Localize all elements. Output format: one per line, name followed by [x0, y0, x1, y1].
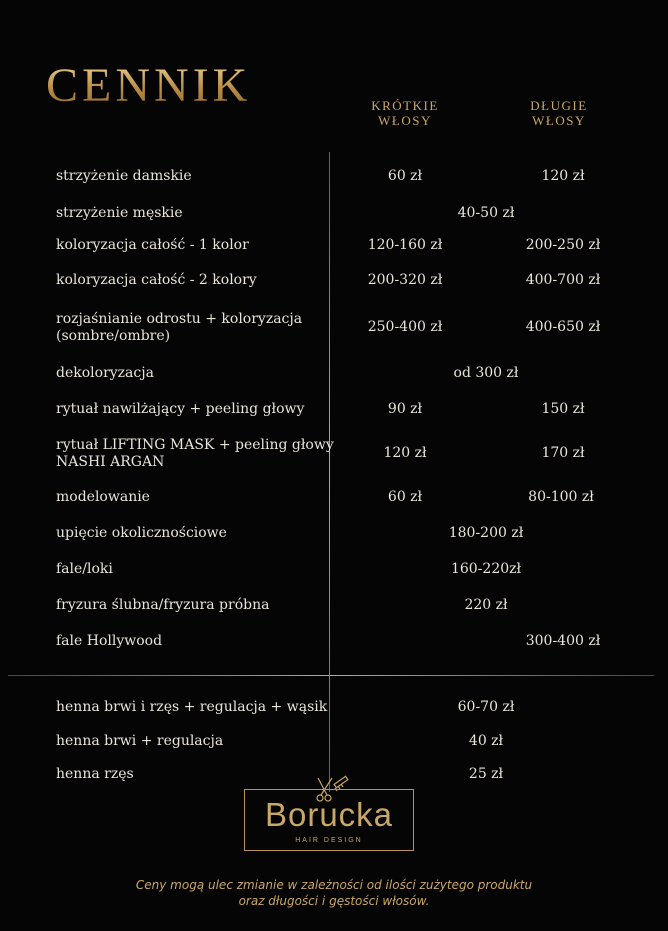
service-name-line: strzyżenie męskie: [56, 205, 183, 221]
price-long-hair: 80-100 zł: [528, 489, 594, 505]
service-name-line: fryzura ślubna/fryzura próbna: [56, 597, 270, 613]
price-note-line: Ceny mogą ulec zmianie w zależności od ilości zużytego produktu: [135, 878, 533, 892]
price-long-hair: 170 zł: [541, 445, 585, 461]
service-name-line: rytuał LIFTING MASK + peeling głowy: [56, 437, 334, 453]
service-name-line: koloryzacja całość - 1 kolor: [56, 237, 249, 253]
service-name-line: NASHI ARGAN: [56, 454, 165, 470]
price-all-lengths: 220 zł: [464, 597, 508, 613]
column-header-line: DŁUGIE: [530, 98, 588, 113]
service-name: [56, 237, 249, 254]
service-name-line: rytuał nawilżający + peeling głowy: [56, 401, 305, 417]
extra-service-name: henna rzęs: [56, 766, 134, 782]
logo-subtitle: HAIR DESIGN: [275, 837, 383, 844]
extra-service-price: 25 zł: [468, 766, 504, 782]
service-name-line: dekoloryzacja: [56, 365, 154, 381]
price-long-hair: 400-700 zł: [525, 272, 601, 288]
horizontal-divider: [8, 675, 654, 676]
service-name-line: fale/loki: [56, 561, 113, 577]
price-short-hair: 90 zł: [387, 401, 423, 417]
service-name: [56, 597, 269, 614]
page-title: CENNIK: [46, 59, 252, 112]
price-all-lengths: 40-50 zł: [457, 205, 515, 221]
extra-service-name: henna brwi i rzęs + regulacja + wąsik: [56, 699, 328, 715]
column-header-line: WŁOSY: [532, 113, 586, 128]
price-note: [0, 877, 668, 909]
service-name: [56, 437, 334, 471]
price-short-hair: 120 zł: [383, 445, 427, 461]
price-all-lengths: od 300 zł: [453, 365, 519, 381]
vertical-divider: [329, 152, 330, 792]
service-name-line: koloryzacja całość - 2 kolory: [56, 272, 257, 288]
price-all-lengths: 180-200 zł: [448, 525, 524, 541]
column-header-long-hair: [514, 98, 604, 128]
price-long-hair: 150 zł: [541, 401, 585, 417]
service-name-line: fale Hollywood: [56, 633, 163, 649]
price-long-hair: 200-250 zł: [525, 237, 601, 253]
price-short-hair: 60 zł: [387, 489, 423, 505]
service-name: [56, 525, 227, 542]
service-name-line: rozjaśnianie odrostu + koloryzacja: [56, 311, 303, 327]
price-long-hair: 120 zł: [541, 168, 585, 184]
service-name: [56, 311, 302, 345]
service-name: [56, 489, 150, 506]
service-name-line: upięcie okolicznościowe: [56, 525, 227, 541]
logo: [244, 789, 414, 851]
price-all-lengths: 160-220zł: [450, 561, 522, 577]
price-short-hair: 120-160 zł: [367, 237, 443, 253]
extra-service-name: henna brwi + regulacja: [56, 733, 224, 749]
service-name: [56, 272, 257, 289]
service-name: [56, 401, 304, 418]
service-name: [56, 633, 162, 650]
column-header-line: WŁOSY: [378, 113, 432, 128]
logo-name: Borucka: [264, 796, 394, 833]
service-name: [56, 561, 113, 578]
price-short-hair: 200-320 zł: [367, 272, 443, 288]
service-name-line: strzyżenie damskie: [56, 168, 192, 184]
price-note-line: oraz długości i gęstości włosów.: [238, 894, 430, 908]
price-long-hair: 300-400 zł: [525, 633, 601, 649]
price-long-hair: 400-650 zł: [525, 319, 601, 335]
column-header-line: KRÓTKIE: [371, 98, 439, 113]
service-name-line: modelowanie: [56, 489, 150, 505]
service-name: [56, 205, 183, 222]
price-short-hair: 60 zł: [387, 168, 423, 184]
price-short-hair: 250-400 zł: [367, 319, 443, 335]
service-name: [56, 168, 192, 185]
extra-service-price: 40 zł: [468, 733, 504, 749]
service-name: [56, 365, 154, 382]
service-name-line: (sombre/ombre): [56, 328, 171, 344]
column-header-short-hair: [360, 98, 450, 128]
extra-service-price: 60-70 zł: [457, 699, 515, 715]
